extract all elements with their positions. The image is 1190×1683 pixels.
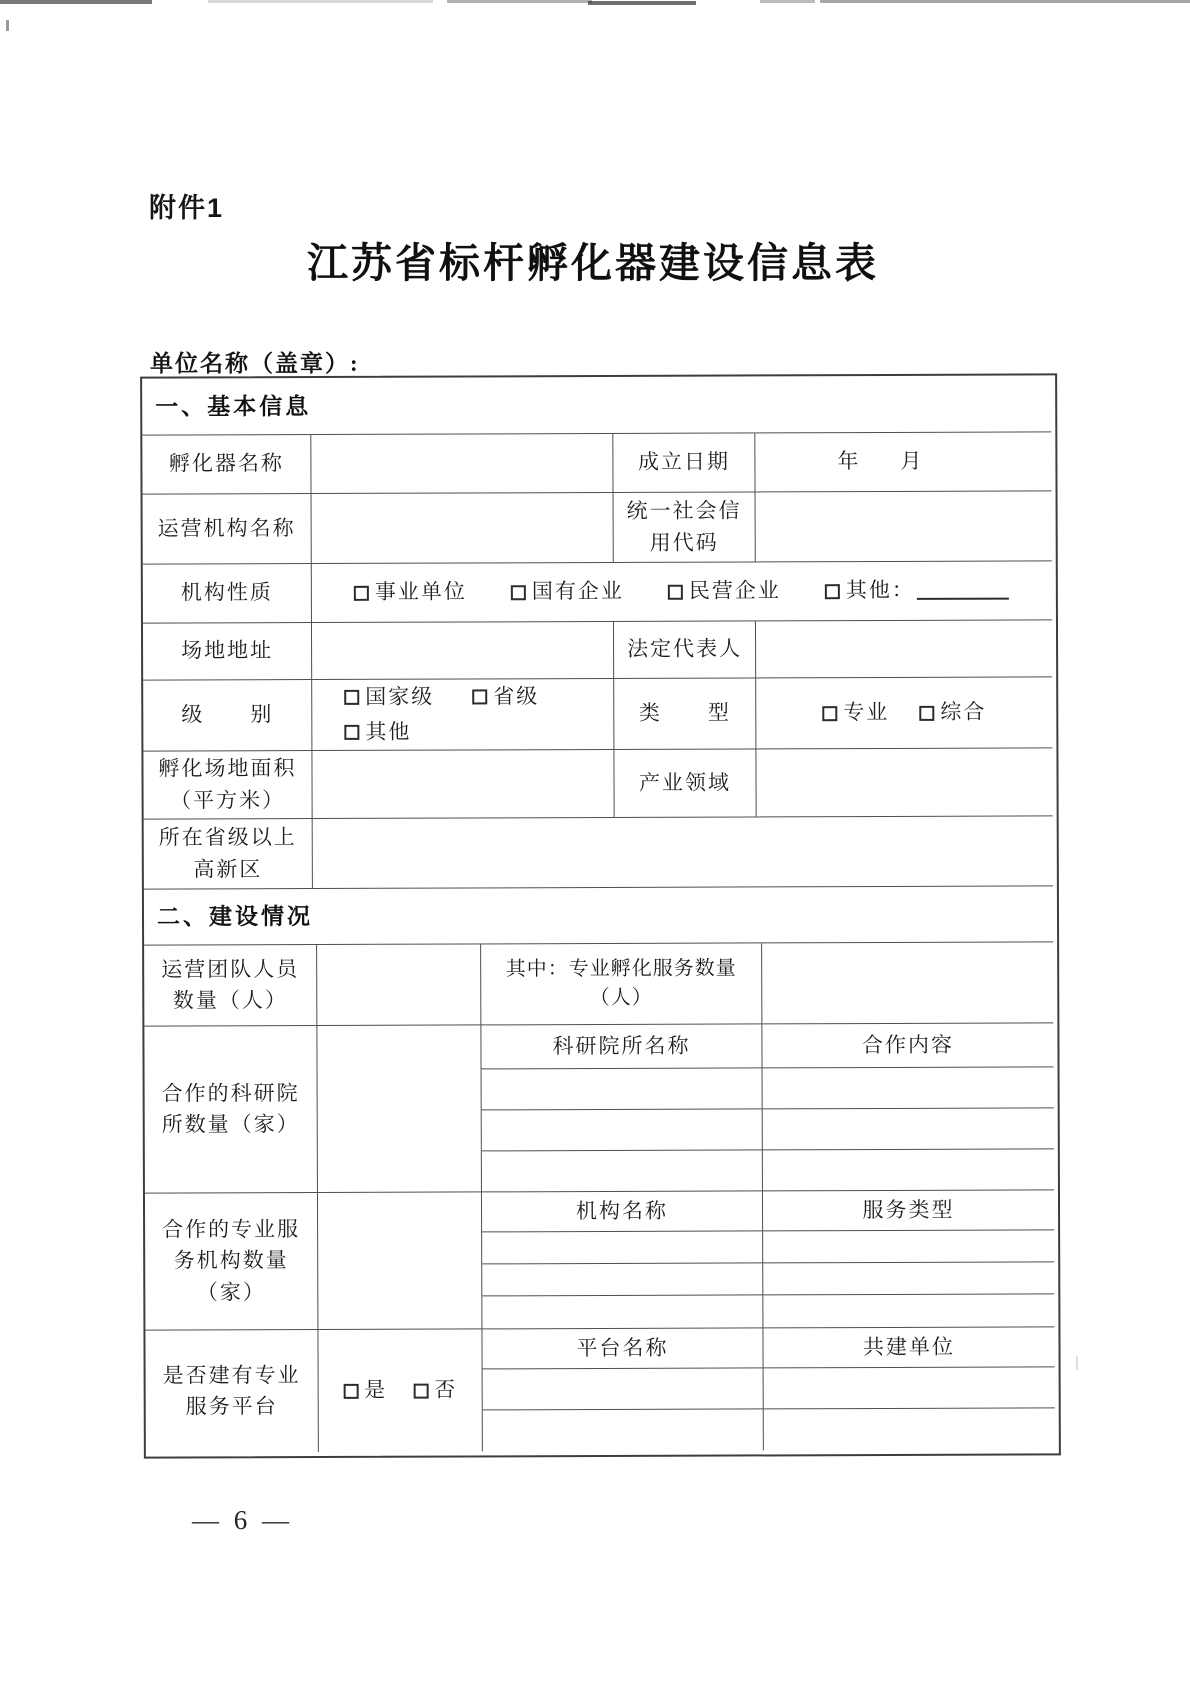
platform-question-label — [145, 1330, 318, 1453]
service-type-column-header: 服务类型 — [763, 1190, 1054, 1231]
pro-service-count-label-line2: （人） — [589, 986, 653, 1010]
credit-code-label-line2: 用代码 — [649, 530, 719, 555]
service-orgs-label-line3: （家） — [196, 1279, 266, 1305]
research-content-column-header: 合作内容 — [762, 1023, 1053, 1068]
legal-rep-value-cell — [756, 620, 1052, 678]
option-label: 综合 — [940, 699, 987, 725]
credit-code-label-line1: 统一社会信 — [626, 498, 742, 523]
platform-question-label-line2: 服务平台 — [185, 1394, 278, 1419]
research-institutes-label-line2: 所数量（家） — [161, 1112, 300, 1137]
checkbox-icon — [511, 585, 526, 600]
option-other-level — [344, 716, 411, 748]
checkbox-icon — [919, 705, 934, 720]
platform-partner-column-header: 共建单位 — [763, 1327, 1054, 1368]
option-state-owned — [511, 576, 624, 608]
section-build-header: 二、建设情况 — [144, 886, 1053, 945]
incubation-area-label-line1: 孵化场地面积 — [158, 756, 297, 781]
option-no — [413, 1375, 457, 1407]
pro-service-count-label-line1: 其中：专业孵化服务数量 — [505, 957, 737, 981]
document-title: 江苏省标杆孵化器建设信息表 — [307, 240, 879, 286]
option-public-institution — [354, 577, 467, 609]
research-institutes-subtable — [481, 1023, 1054, 1192]
platform-row-name-cell — [483, 1409, 764, 1451]
option-label: 其他 — [365, 719, 412, 744]
research-row-name-cell — [482, 1109, 763, 1151]
org-nature-label: 机构性质 — [143, 564, 312, 624]
scan-artifact — [0, 0, 152, 4]
section-basic-header: 一、基本信息 — [142, 375, 1051, 435]
incubator-name-value-cell — [311, 434, 613, 494]
checkbox-icon — [343, 1383, 358, 1398]
platform-row-partner-cell — [764, 1408, 1055, 1450]
service-orgs-label-line1: 合作的专业服 — [162, 1216, 301, 1242]
unit-seal-label: 单位名称（盖章）: — [150, 351, 360, 376]
incubation-area-label — [143, 751, 312, 820]
hightech-zone-label — [144, 819, 313, 890]
scan-artifact — [1076, 1356, 1078, 1370]
option-label: 国有企业 — [531, 579, 624, 604]
hightech-zone-label-line2: 高新区 — [193, 856, 263, 881]
scan-artifact — [6, 20, 9, 31]
option-national-level — [344, 682, 434, 714]
research-institutes-label-line1: 合作的科研院 — [161, 1080, 300, 1106]
scan-artifact — [820, 0, 1190, 3]
pro-service-count-value-cell — [762, 942, 1053, 1024]
site-address-label: 场地地址 — [143, 623, 312, 681]
service-orgs-count-cell — [318, 1192, 482, 1330]
option-label: 事业单位 — [374, 579, 467, 605]
scan-artifact — [447, 0, 592, 3]
service-org-name-column-header: 机构名称 — [482, 1191, 763, 1232]
checkbox-icon — [668, 584, 683, 599]
option-label: 否 — [434, 1377, 458, 1402]
option-label: 民营企业 — [688, 578, 781, 603]
research-row-content-cell — [763, 1108, 1054, 1150]
option-label: 其他： — [845, 578, 915, 603]
research-row-content-cell — [763, 1067, 1054, 1109]
service-orgs-label — [145, 1193, 318, 1331]
service-row-type-cell — [763, 1262, 1054, 1295]
platform-row-partner-cell — [764, 1367, 1055, 1409]
service-orgs-label-line2: 务机构数量 — [173, 1248, 289, 1273]
type-label: 类 型 — [614, 678, 756, 749]
checkbox-icon — [825, 584, 840, 599]
year-label: 年 — [837, 449, 861, 474]
checkbox-icon — [472, 690, 487, 705]
platform-question-label-line1: 是否建有专业 — [162, 1362, 301, 1388]
research-institutes-count-cell — [317, 1025, 482, 1193]
team-count-label — [144, 945, 317, 1027]
month-label: 月 — [900, 449, 924, 474]
incubation-area-label-line2: （平方米） — [170, 787, 286, 813]
pro-service-count-label — [481, 943, 762, 1025]
operator-name-label: 运营机构名称 — [143, 494, 312, 565]
established-date-value-cell — [755, 432, 1051, 492]
research-name-column-header: 科研院所名称 — [481, 1024, 762, 1069]
incubator-name-label: 孵化器名称 — [142, 435, 311, 495]
service-row-name-cell — [482, 1295, 763, 1329]
org-nature-options-cell — [312, 561, 1052, 623]
service-row-name-cell — [482, 1263, 763, 1296]
established-date-label: 成立日期 — [613, 433, 755, 492]
scan-artifact — [760, 0, 815, 3]
level-options-cell — [312, 679, 614, 751]
level-label: 级 别 — [143, 680, 312, 752]
page-number: — 6 — — [192, 1505, 293, 1535]
service-orgs-subtable — [482, 1190, 1054, 1329]
option-label: 专业 — [843, 700, 890, 725]
team-count-value-cell — [317, 944, 481, 1026]
research-row-name-cell — [482, 1068, 763, 1110]
industry-field-value-cell — [756, 748, 1052, 817]
legal-rep-label: 法定代表人 — [614, 621, 756, 678]
option-yes — [343, 1375, 387, 1407]
platform-yesno-cell — [318, 1329, 482, 1452]
checkbox-icon — [822, 706, 837, 721]
service-row-name-cell — [482, 1231, 763, 1264]
scan-artifact — [588, 1, 696, 5]
research-institutes-label — [144, 1026, 318, 1194]
operator-name-value-cell — [312, 493, 614, 564]
team-count-label-line1: 运营团队人员 — [161, 956, 300, 982]
team-count-label-line2: 数量（人） — [172, 988, 288, 1013]
checkbox-icon — [344, 725, 359, 740]
option-private — [668, 576, 781, 608]
option-label: 省级 — [493, 684, 540, 709]
option-label: 国家级 — [365, 684, 435, 709]
incubation-area-value-cell — [312, 750, 614, 819]
scan-artifact — [208, 0, 433, 3]
option-comprehensive — [919, 697, 986, 729]
fill-in-blank-line — [917, 582, 1009, 600]
service-row-type-cell — [763, 1230, 1054, 1263]
checkbox-icon — [413, 1383, 428, 1398]
platform-name-column-header: 平台名称 — [482, 1328, 763, 1369]
hightech-zone-label-line1: 所在省级以上 — [158, 825, 297, 850]
type-options-cell — [756, 677, 1052, 749]
hightech-zone-value-cell — [313, 816, 1053, 889]
credit-code-value-cell — [756, 491, 1052, 562]
checkbox-icon — [354, 585, 369, 600]
credit-code-label — [614, 492, 756, 562]
platform-row-name-cell — [483, 1368, 764, 1410]
option-specialized — [822, 697, 889, 729]
option-provincial-level — [472, 681, 539, 713]
industry-field-label: 产业领域 — [614, 749, 756, 817]
site-address-value-cell — [312, 622, 614, 680]
form-table — [140, 373, 1061, 1458]
research-row-name-cell — [482, 1150, 763, 1192]
research-row-content-cell — [763, 1149, 1054, 1191]
attachment-label: 附件1 — [149, 193, 225, 223]
service-row-type-cell — [763, 1294, 1054, 1328]
checkbox-icon — [344, 690, 359, 705]
option-label: 是 — [364, 1377, 388, 1403]
option-other — [825, 575, 1009, 607]
platform-subtable — [482, 1327, 1054, 1451]
